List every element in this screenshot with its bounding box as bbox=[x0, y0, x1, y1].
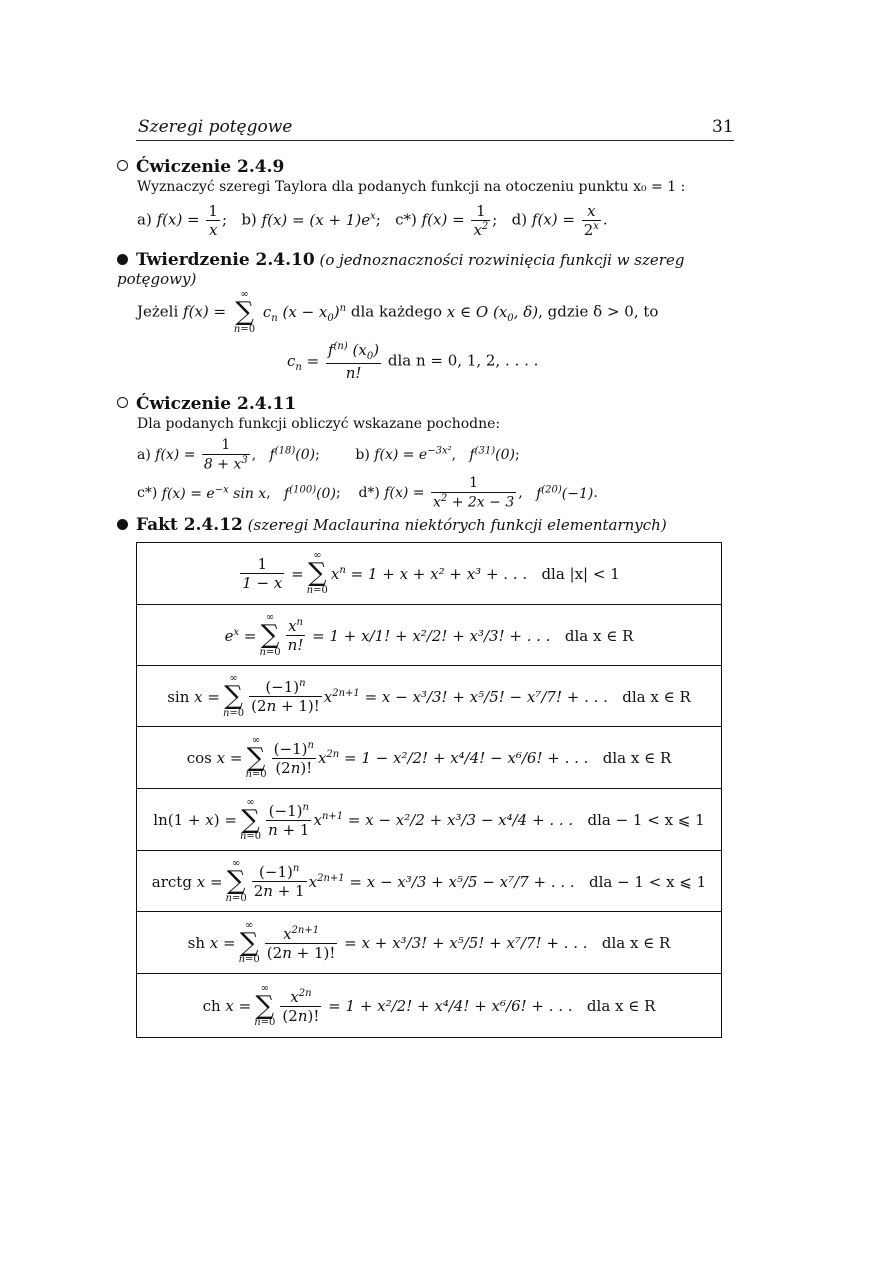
fact-heading: Fakt 2.4.12 bbox=[136, 515, 243, 535]
exercise-items: a) f(x) = $\frac{1}{x}$ ; b) $f(x) = (x + 1)e^x$; c*) f(x) = $\frac{1}{x^2}$ ; d) f(x) = $\frac{x}{2^x}$ . bbox=[137, 202, 608, 240]
exercise-text: Dla podanych funkcji obliczyć wskazane pochodne: bbox=[137, 416, 501, 433]
fact-2-4-12 bbox=[117, 515, 737, 535]
running-header-title: Szeregi potęgowe bbox=[138, 117, 293, 137]
exercise-2-4-9 bbox=[117, 157, 737, 239]
maclaurin-table bbox=[136, 542, 722, 1038]
exercise-heading: Ćwiczenie 2.4.11 bbox=[136, 394, 297, 414]
open-bullet-icon bbox=[117, 160, 128, 171]
page-number: 31 bbox=[712, 117, 734, 137]
exercise-2-4-11 bbox=[117, 394, 737, 512]
exercise-items-row1: a) f(x) = $\frac{1}{8 + x^3}$ , $f^{(18)}(0)$; b) $f(x) = e^{-3x^2}$, $f^{(31)}(0)$; bbox=[137, 437, 520, 473]
exercise-items-row2: c*) $f(x) = e^{-x}$ sin x, $f^{(100)}(0)$; d*) f(x) = $\frac{1}{x^2 + 2x - 3}$ , $f^{(20)}(-1)$. bbox=[137, 475, 598, 511]
series-row-geometric: $\frac{1}{1 - x}$ = ∞ ∑ n=0 $x^n$ = 1 + x + x² + x³ + . . . dla |x| < 1 bbox=[242, 550, 620, 596]
filled-bullet-icon bbox=[117, 254, 128, 265]
series-row-exp: $e^x$ = ∞ ∑ n=0 $\frac{x^n}{n!}$ = 1 + x/1! + x²/2! + x³/3! + . . . dla x ∈ R bbox=[137, 604, 721, 666]
theorem-formula: $c_n$ = $\frac{f^{(n)} (x_0)}{n!}$ dla n = 0, 1, 2, . . . . bbox=[287, 341, 539, 383]
theorem-statement: Jeżeli f(x) = ∞ ∑ n=0 $c_n$ $(x - x_0)^n$ dla każdego x ∈ O ($x_0$, δ), gdzie δ > 0, to bbox=[137, 289, 659, 336]
series-row-ch: ch x = ∞ ∑ n=0 $\frac{x^{2n}}{(2n)!}$ = 1 + x²/2! + x⁴/4! + x⁶/6! + . . . dla x ∈ R bbox=[137, 973, 721, 1038]
exercise-heading: Ćwiczenie 2.4.9 bbox=[136, 157, 285, 177]
series-row-arctg: arctg x = ∞ ∑ n=0 $\frac{(-1)^n}{2n + 1}$ $x^{2n+1}$ = x − x³/3 + x⁵/5 − x⁷/7 + . . . dla − 1 < x ⩽ 1 bbox=[137, 850, 721, 912]
theorem-subtitle: (o jednoznaczności rozwinięcia funkcji w szereg potęgowy) bbox=[117, 251, 685, 289]
exercise-text: Wyznaczyć szeregi Taylora dla podanych funkcji na otoczeniu punktu x₀ = 1 : bbox=[137, 179, 686, 196]
theorem-2-4-10 bbox=[117, 250, 737, 382]
series-row-cos: cos x = ∞ ∑ n=0 $\frac{(-1)^n}{(2n)!}$ $x^{2n}$ = 1 − x²/2! + x⁴/4! − x⁶/6! + . . . dla x ∈ R bbox=[137, 726, 721, 789]
series-row-sin: sin x = ∞ ∑ n=0 $\frac{(-1)^n}{(2n + 1)!}$ $x^{2n+1}$ = x − x³/3! + x⁵/5! − x⁷/7! + . . . dla x ∈ R bbox=[137, 665, 721, 727]
open-bullet-icon bbox=[117, 397, 128, 408]
filled-bullet-icon bbox=[117, 519, 128, 530]
header-rule bbox=[136, 140, 734, 141]
series-row-sh: sh x = ∞ ∑ n=0 $\frac{x^{2n+1}}{(2n + 1)!}$ = x + x³/3! + x⁵/5! + x⁷/7! + . . . dla x ∈ R bbox=[137, 911, 721, 974]
fact-subtitle: (szeregi Maclaurina niektórych funkcji elementarnych) bbox=[247, 516, 667, 534]
series-row-ln: ln(1 + x) = ∞ ∑ n=0 $\frac{(-1)^n}{n + 1}$ $x^{n+1}$ = x − x²/2 + x³/3 − x⁴/4 + . . . dla − 1 < x ⩽ 1 bbox=[137, 788, 721, 851]
theorem-heading: Twierdzenie 2.4.10 bbox=[136, 250, 315, 270]
